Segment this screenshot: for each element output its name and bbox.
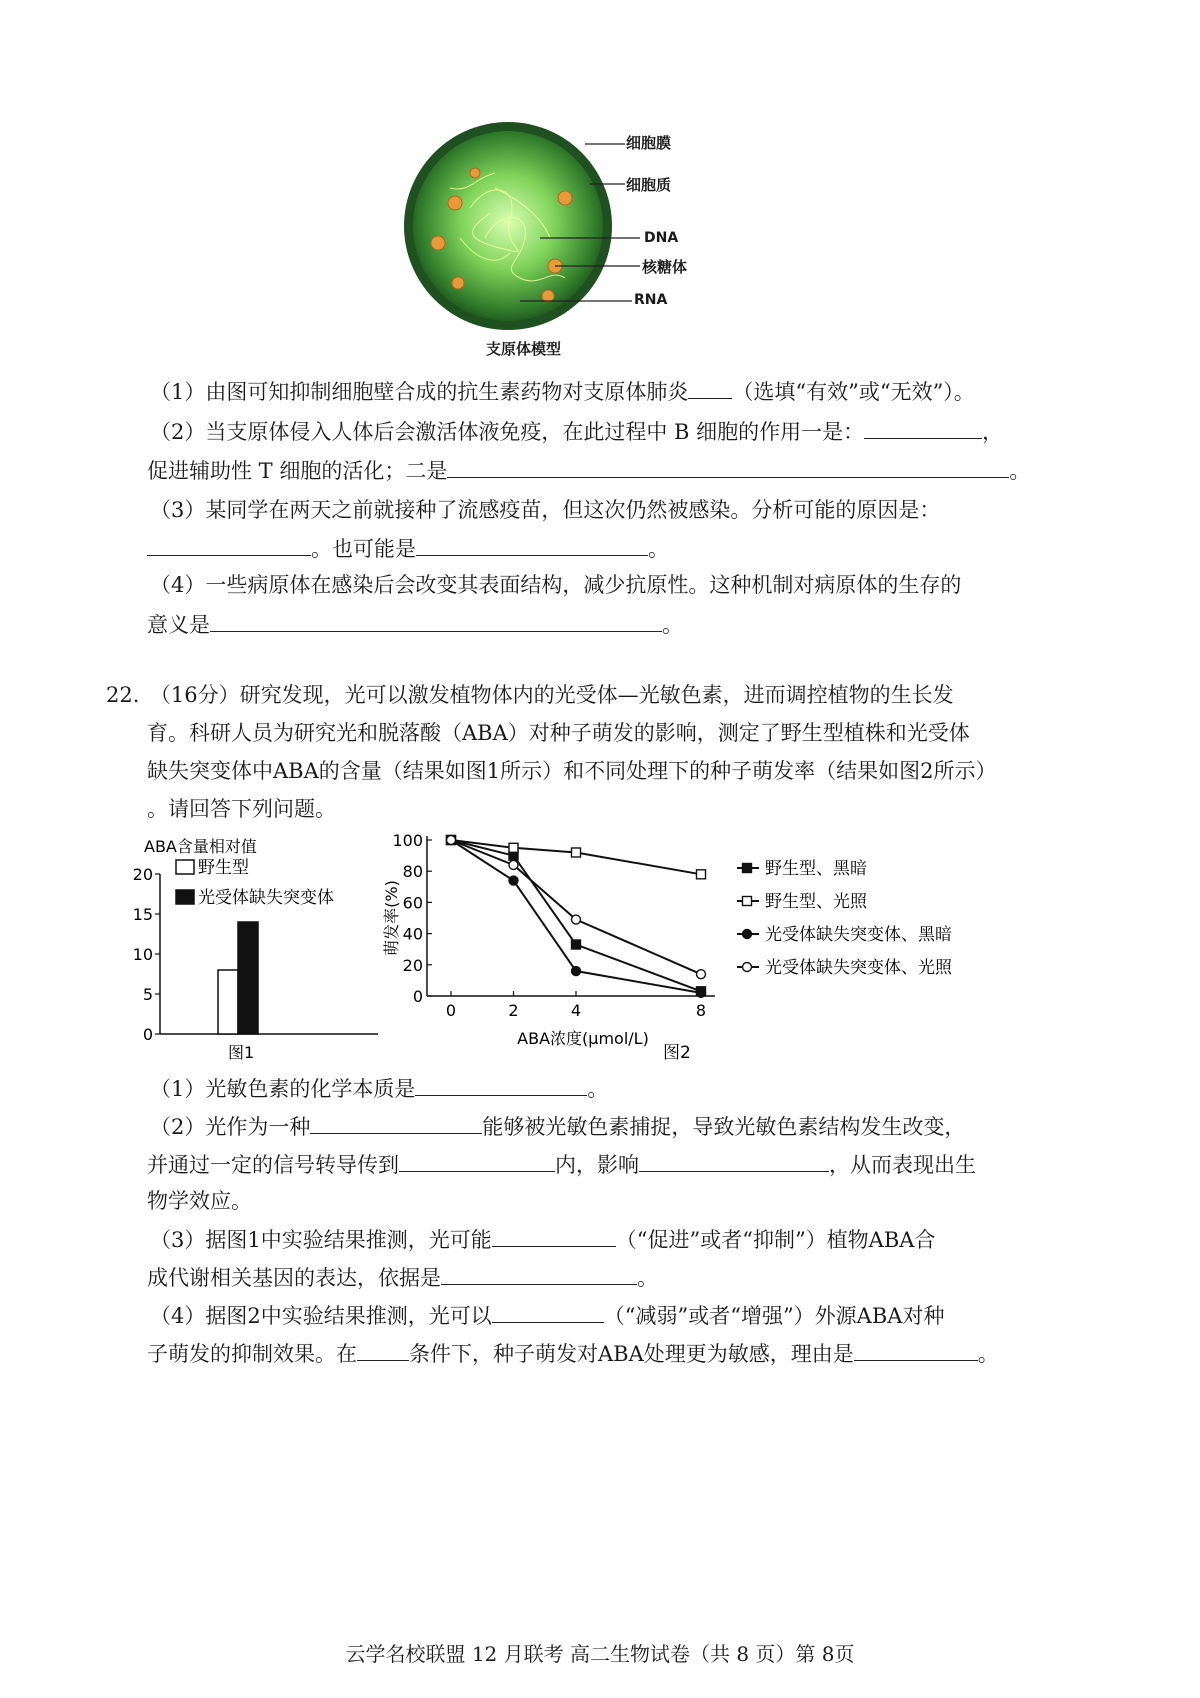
legend-marker xyxy=(743,963,752,972)
y-tick-label: 40 xyxy=(402,924,423,944)
data-point xyxy=(447,836,456,845)
answer-blank[interactable] xyxy=(492,1300,604,1323)
x-tick-label: 8 xyxy=(695,1001,707,1020)
q22-part3-line1: （3）据图1中实验结果推测，光可能 （“促进”或者“抑制”）植物ABA合 xyxy=(150,1224,935,1255)
page-footer: 云学名校联盟 12 月联考 高二生物试卷（共 8 页）第 8页 xyxy=(345,1642,855,1666)
y-tick-label: 15 xyxy=(132,905,153,924)
data-point xyxy=(572,848,581,857)
figure-caption: 图2 xyxy=(663,1043,691,1063)
figure-caption: 图1 xyxy=(228,1043,255,1062)
answer-blank[interactable] xyxy=(310,1111,482,1134)
answer-blank[interactable] xyxy=(210,609,662,632)
y-tick-label: 20 xyxy=(402,955,423,975)
data-point xyxy=(509,860,518,869)
x-tick-label: 4 xyxy=(570,1001,582,1020)
q21-part3-line2: 。也可能是 。 xyxy=(147,533,669,564)
data-point xyxy=(572,967,581,976)
figure1-bar-chart xyxy=(132,830,380,1070)
legend-label: 野生型 xyxy=(198,858,249,878)
legend-label: 光受体缺失突变体 xyxy=(198,888,334,908)
q21-part2-line2: 促进辅助性 T 细胞的活化；二是 。 xyxy=(147,455,1030,486)
chart-title: ABA含量相对值 xyxy=(144,837,257,856)
figure1-svg xyxy=(132,830,380,1070)
answer-blank[interactable] xyxy=(415,1073,587,1096)
answer-blank[interactable] xyxy=(688,376,732,399)
x-tick-label: 2 xyxy=(508,1001,519,1020)
legend-marker xyxy=(743,930,752,939)
y-tick-label: 80 xyxy=(402,862,423,882)
answer-blank[interactable] xyxy=(492,1224,616,1247)
y-tick-label: 5 xyxy=(142,985,153,1004)
q21-part1: （1）由图可知抑制细胞壁合成的抗生素药物对支原体肺炎 （选填“有效”或“无效”）。 xyxy=(150,376,975,407)
label-rna: RNA xyxy=(634,292,668,308)
legend-marker xyxy=(743,897,752,906)
y-tick-label: 10 xyxy=(132,945,153,964)
answer-blank[interactable] xyxy=(854,1338,978,1361)
answer-blank[interactable] xyxy=(639,1149,829,1172)
q22-stem-line1: 22. （16分）研究发现，光可以激发植物体内的光受体—光敏色素，进而调控植物的生长发 xyxy=(106,683,954,707)
bar xyxy=(238,922,258,1034)
data-point xyxy=(572,940,581,949)
x-axis-label: ABA浓度(μmol/L) xyxy=(517,1029,649,1048)
q22-part2-line3: 物学效应。 xyxy=(147,1189,252,1213)
data-point xyxy=(697,970,706,979)
legend-swatch xyxy=(176,860,194,874)
figure2-svg xyxy=(382,826,985,1066)
y-axis-label: 萌发率(%) xyxy=(382,880,401,956)
q22-part4-line1: （4）据图2中实验结果推测，光可以 （“减弱”或者“增强”）外源ABA对种 xyxy=(150,1300,944,1331)
answer-blank[interactable] xyxy=(441,1262,637,1285)
legend-label: 光受体缺失突变体、黑暗 xyxy=(765,925,952,945)
q21-part3-line1: （3）某同学在两天之前就接种了流感疫苗，但这次仍然被感染。分析可能的原因是： xyxy=(150,498,941,522)
q22-stem-line3: 缺失突变体中ABA的含量（结果如图1所示）和不同处理下的种子萌发率（结果如图2所示） xyxy=(147,759,997,783)
answer-blank[interactable] xyxy=(416,533,648,556)
answer-blank[interactable] xyxy=(447,455,1009,478)
y-tick-label: 20 xyxy=(132,865,153,884)
q21-part4-line2: 意义是 。 xyxy=(147,609,683,640)
q22-part1: （1）光敏色素的化学本质是 。 xyxy=(150,1073,608,1104)
data-point xyxy=(697,988,706,997)
x-tick-label: 0 xyxy=(445,1001,457,1020)
mycoplasma-figure xyxy=(400,118,720,368)
data-point xyxy=(697,870,706,879)
legend-label: 野生型、黑暗 xyxy=(765,859,867,879)
q22-part4-line2: 子萌发的抑制效果。在 条件下，种子萌发对ABA处理更为敏感，理由是 。 xyxy=(147,1338,999,1369)
q22-part2-line2: 并通过一定的信号转导传到 内，影响 ，从而表现出生 xyxy=(147,1149,976,1180)
q22-stem-line2: 育。科研人员为研究光和脱落酸（ABA）对种子萌发的影响，测定了野生型植株和光受体 xyxy=(147,721,970,745)
y-tick-label: 0 xyxy=(412,987,423,1006)
y-tick-label: 60 xyxy=(402,893,423,913)
q22-part2-line1: （2）光作为一种 能够被光敏色素捕捉，导致光敏色素结构发生改变， xyxy=(150,1111,965,1142)
label-cell-membrane: 细胞膜 xyxy=(626,134,672,152)
answer-blank[interactable] xyxy=(147,533,311,556)
answer-blank[interactable] xyxy=(399,1149,555,1172)
q22-part3-line2: 成代谢相关基因的表达，依据是 。 xyxy=(147,1262,658,1293)
data-point xyxy=(572,915,581,924)
label-ribosome: 核糖体 xyxy=(642,258,688,276)
legend-label: 光受体缺失突变体、光照 xyxy=(765,958,952,978)
data-point xyxy=(509,843,518,852)
figure-caption: 支原体模型 xyxy=(486,340,562,358)
q22-stem-line4: 。请回答下列问题。 xyxy=(147,797,336,821)
figure2-line-chart xyxy=(382,826,985,1066)
data-point xyxy=(509,876,518,885)
legend-label: 野生型、光照 xyxy=(765,892,867,912)
answer-blank[interactable] xyxy=(864,416,982,439)
y-tick-label: 0 xyxy=(142,1025,153,1044)
q21-part4-line1: （4）一些病原体在感染后会改变其表面结构，减少抗原性。这种机制对病原体的生存的 xyxy=(150,573,962,597)
bar xyxy=(218,970,238,1034)
label-dna: DNA xyxy=(644,230,679,246)
q21-part2-line1: （2）当支原体侵入人体后会激活体液免疫，在此过程中 B 细胞的作用一是： ， xyxy=(150,416,1003,447)
series-line xyxy=(451,840,701,974)
y-tick-label: 100 xyxy=(392,831,423,850)
answer-blank[interactable] xyxy=(357,1338,409,1361)
label-cytoplasm: 细胞质 xyxy=(626,176,672,194)
legend-marker xyxy=(743,864,752,873)
legend-swatch xyxy=(176,890,194,904)
